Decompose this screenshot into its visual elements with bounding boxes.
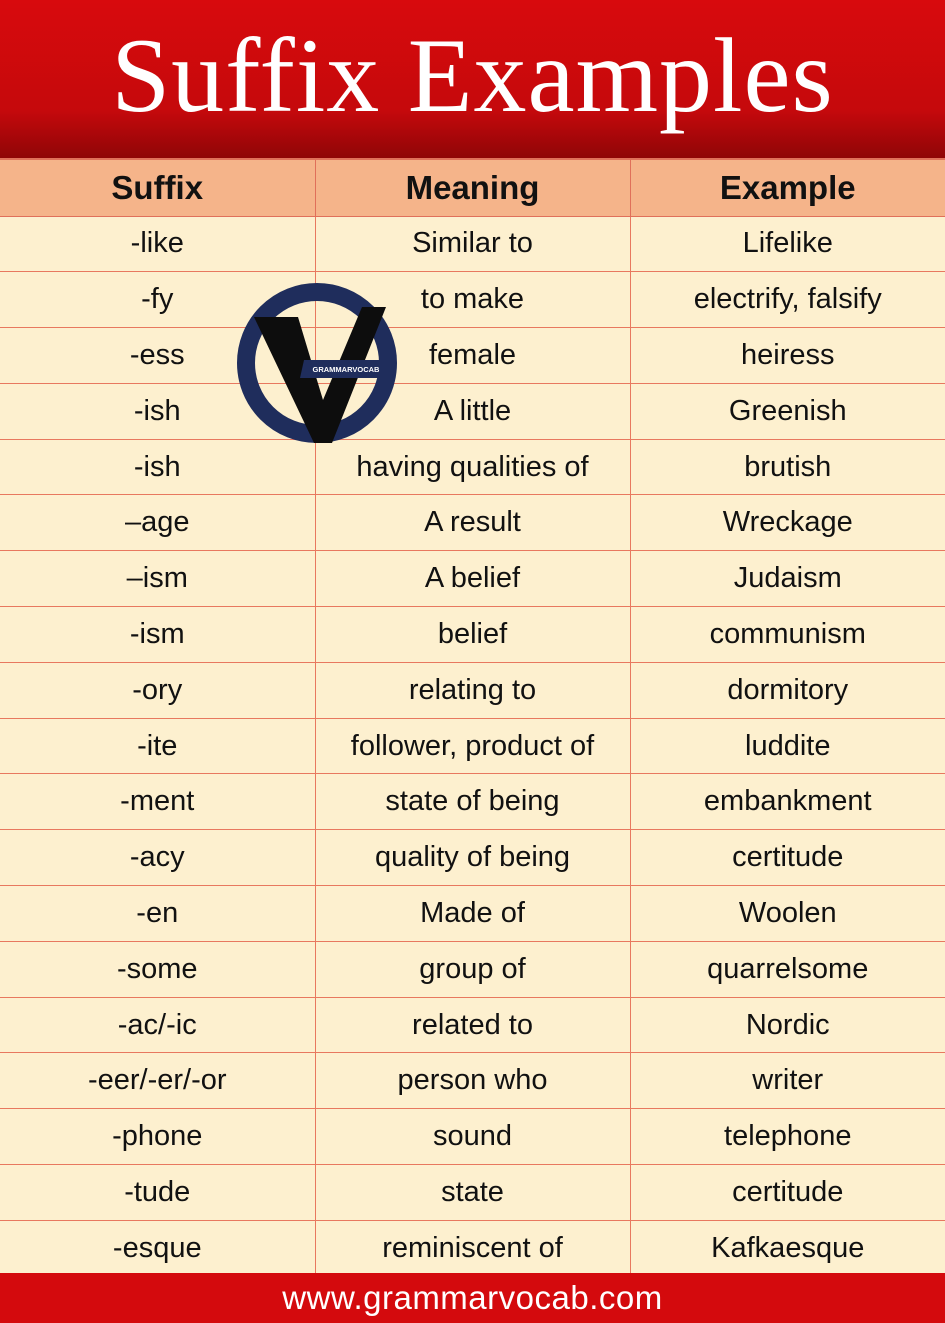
- title-banner: [0, 0, 945, 158]
- table-row: [0, 383, 945, 439]
- meaning-cell: female: [315, 328, 630, 384]
- suffix-cell: -ment: [0, 774, 315, 830]
- meaning-cell: A belief: [315, 551, 630, 607]
- meaning-cell: state: [315, 1165, 630, 1221]
- table-row: [0, 662, 945, 718]
- meaning-cell: to make: [315, 272, 630, 328]
- table-row: [0, 718, 945, 774]
- example-cell: Woolen: [630, 886, 945, 942]
- table-row: [0, 830, 945, 886]
- table-row: [0, 1053, 945, 1109]
- suffix-cell: -acy: [0, 830, 315, 886]
- meaning-cell: A result: [315, 495, 630, 551]
- suffix-cell: -ism: [0, 607, 315, 663]
- table-row: [0, 941, 945, 997]
- column-header-meaning: Meaning: [315, 159, 630, 216]
- example-cell: Nordic: [630, 997, 945, 1053]
- example-cell: Kafkaesque: [630, 1220, 945, 1276]
- table-body: [0, 216, 945, 1276]
- suffix-cell: -phone: [0, 1109, 315, 1165]
- meaning-cell: A little: [315, 383, 630, 439]
- example-cell: Lifelike: [630, 216, 945, 272]
- meaning-cell: person who: [315, 1053, 630, 1109]
- meaning-cell: sound: [315, 1109, 630, 1165]
- suffix-cell: -ory: [0, 662, 315, 718]
- example-cell: Greenish: [630, 383, 945, 439]
- meaning-cell: Made of: [315, 886, 630, 942]
- suffix-cell: -some: [0, 941, 315, 997]
- meaning-cell: related to: [315, 997, 630, 1053]
- meaning-cell: group of: [315, 941, 630, 997]
- suffix-cell: -like: [0, 216, 315, 272]
- table-row: [0, 216, 945, 272]
- column-header-suffix: Suffix: [0, 159, 315, 216]
- table-row: [0, 1165, 945, 1221]
- column-header-example: Example: [630, 159, 945, 216]
- table-row: [0, 439, 945, 495]
- table-row: [0, 1220, 945, 1276]
- suffix-table: [0, 158, 945, 1277]
- grammarvocab-logo-icon: [236, 280, 398, 446]
- suffix-cell: -en: [0, 886, 315, 942]
- suffix-cell: -fy: [0, 272, 315, 328]
- meaning-cell: follower, product of: [315, 718, 630, 774]
- suffix-cell: -ish: [0, 439, 315, 495]
- example-cell: certitude: [630, 1165, 945, 1221]
- meaning-cell: having qualities of: [315, 439, 630, 495]
- suffix-cell: -eer/-er/-or: [0, 1053, 315, 1109]
- example-cell: certitude: [630, 830, 945, 886]
- suffix-cell: -tude: [0, 1165, 315, 1221]
- table-row: [0, 551, 945, 607]
- example-cell: writer: [630, 1053, 945, 1109]
- table-row: [0, 774, 945, 830]
- example-cell: Judaism: [630, 551, 945, 607]
- example-cell: electrify, falsify: [630, 272, 945, 328]
- example-cell: communism: [630, 607, 945, 663]
- suffix-cell: -esque: [0, 1220, 315, 1276]
- footer-banner: [0, 1273, 945, 1323]
- table-row: [0, 272, 945, 328]
- example-cell: brutish: [630, 439, 945, 495]
- meaning-cell: belief: [315, 607, 630, 663]
- table-row: [0, 997, 945, 1053]
- suffix-cell: -ess: [0, 328, 315, 384]
- footer-url[interactable]: www.grammarvocab.com: [282, 1279, 663, 1316]
- table-header-row: [0, 159, 945, 216]
- meaning-cell: quality of being: [315, 830, 630, 886]
- table-row: [0, 328, 945, 384]
- suffix-cell: –ism: [0, 551, 315, 607]
- table-row: [0, 886, 945, 942]
- example-cell: dormitory: [630, 662, 945, 718]
- example-cell: telephone: [630, 1109, 945, 1165]
- meaning-cell: state of being: [315, 774, 630, 830]
- example-cell: heiress: [630, 328, 945, 384]
- suffix-cell: -ac/-ic: [0, 997, 315, 1053]
- meaning-cell: Similar to: [315, 216, 630, 272]
- meaning-cell: relating to: [315, 662, 630, 718]
- example-cell: embankment: [630, 774, 945, 830]
- suffix-cell: -ite: [0, 718, 315, 774]
- example-cell: luddite: [630, 718, 945, 774]
- table-row: [0, 495, 945, 551]
- suffix-cell: –age: [0, 495, 315, 551]
- meaning-cell: reminiscent of: [315, 1220, 630, 1276]
- example-cell: quarrelsome: [630, 941, 945, 997]
- table-row: [0, 607, 945, 663]
- suffix-cell: -ish: [0, 383, 315, 439]
- table-row: [0, 1109, 945, 1165]
- logo-text: GRAMMARVOCAB: [312, 365, 380, 374]
- page-title: Suffix Examples: [111, 17, 834, 134]
- example-cell: Wreckage: [630, 495, 945, 551]
